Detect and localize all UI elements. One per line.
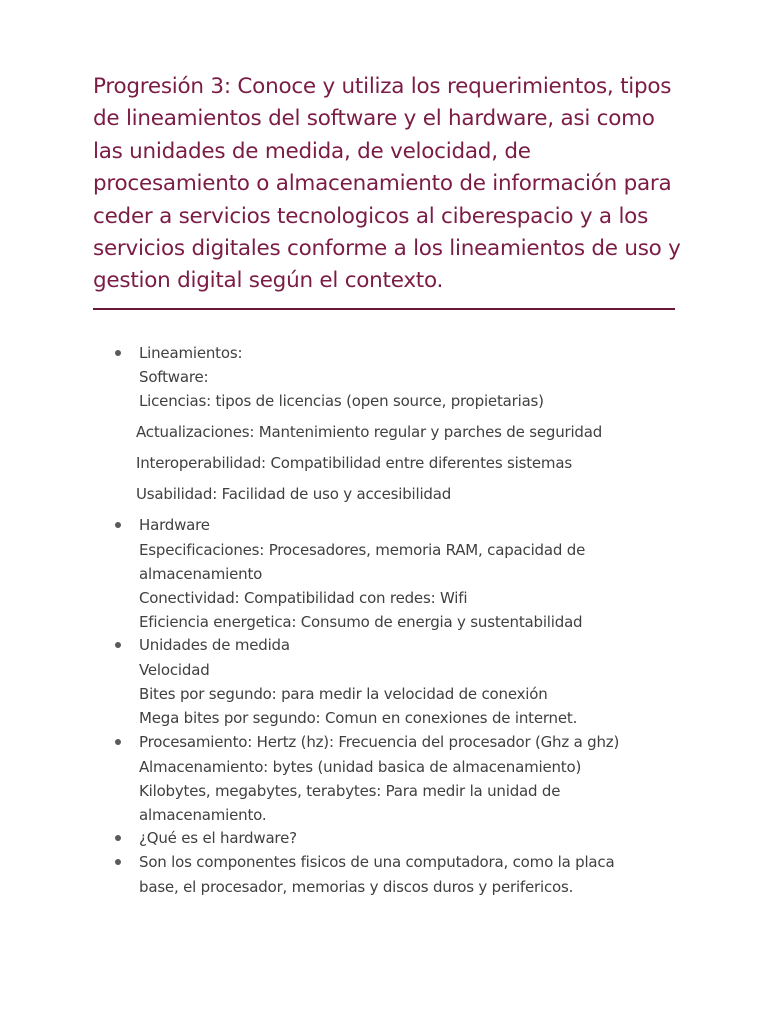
list-item-software: Software: <box>139 368 209 386</box>
list-item-especificaciones-cont: almacenamiento <box>139 565 263 583</box>
bullet-dot <box>115 835 121 841</box>
list-item-almacenamiento: Almacenamiento: bytes (unidad basica de almacenamiento) <box>139 758 582 776</box>
list-item-interoperabilidad: Interoperabilidad: Compatibilidad entre diferentes sistemas <box>136 454 572 472</box>
list-item-procesamiento: Procesamiento: Hertz (hz): Frecuencia del procesador (Ghz a ghz) <box>139 733 620 751</box>
page-title: Progresión 3: Conoce y utiliza los requerimientos, tipos de lineamientos del software y el hardware, asi como las unidades de medida, de velocidad, de procesamiento o almacenamiento de información para ceder a servicios tecnologicos al ciberespacio y a los servicios digitales conforme a los lineamientos de uso y gestion digital según el contexto. <box>93 74 681 294</box>
list-item-hardware: Hardware <box>139 516 210 534</box>
list-item-kilobytes-cont: almacenamiento. <box>139 806 267 824</box>
list-item-mega-bites: Mega bites por segundo: Comun en conexiones de internet. <box>139 709 578 727</box>
list-item-kilobytes: Kilobytes, megabytes, terabytes: Para medir la unidad de <box>139 782 561 800</box>
title-divider <box>93 308 675 310</box>
bullet-dot <box>115 859 121 865</box>
list-item-actualizaciones: Actualizaciones: Mantenimiento regular y parches de seguridad <box>136 423 603 441</box>
list-item-licencias: Licencias: tipos de licencias (open source, propietarias) <box>139 392 544 410</box>
bullet-dot <box>115 739 121 745</box>
list-item-especificaciones: Especificaciones: Procesadores, memoria RAM, capacidad de <box>139 541 586 559</box>
list-item-pregunta: ¿Qué es el hardware? <box>139 829 297 847</box>
bullet-dot <box>115 350 121 356</box>
list-item-bites: Bites por segundo: para medir la velocidad de conexión <box>139 685 548 703</box>
list-item-conectividad: Conectividad: Compatibilidad con redes: Wifi <box>139 589 468 607</box>
list-item-usabilidad: Usabilidad: Facilidad de uso y accesibilidad <box>136 485 452 503</box>
list-item-unidades: Unidades de medida <box>139 636 290 654</box>
list-item-lineamientos: Lineamientos: <box>139 344 243 362</box>
list-item-respuesta-cont: base, el procesador, memorias y discos duros y perifericos. <box>139 878 574 896</box>
bullet-dot <box>115 522 121 528</box>
list-item-velocidad: Velocidad <box>139 661 210 679</box>
list-item-eficiencia: Eficiencia energetica: Consumo de energia y sustentabilidad <box>139 613 583 631</box>
bullet-dot <box>115 642 121 648</box>
list-item-respuesta: Son los componentes fisicos de una computadora, como la placa <box>139 853 615 871</box>
